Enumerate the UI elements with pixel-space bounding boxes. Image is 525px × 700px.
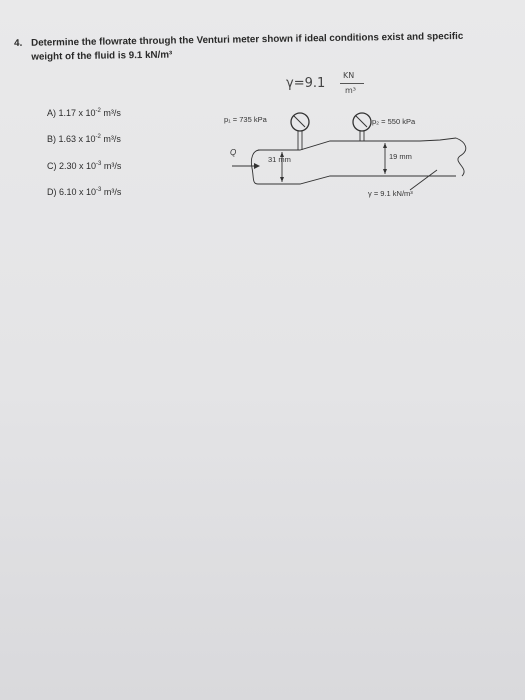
flow-label: Q [230, 148, 237, 157]
question-line-1: Determine the flowrate through the Venturi meter shown if ideal conditions exist and specific [31, 30, 464, 49]
option-c: C) 2.30 x $10^{-3}$ m³/s [47, 161, 122, 171]
handwritten-gamma-note: γ=9.1 [286, 76, 326, 91]
handwritten-unit-denominator: m³ [345, 86, 356, 95]
question-number: 4. [14, 37, 23, 49]
option-d: D) 6.10 x $10^{-3}$ m³/s [47, 187, 122, 197]
d1-label: 31 mm [268, 155, 291, 164]
option-a: A) 1.17 x $10^{-2}$ m³/s [47, 108, 121, 118]
handwritten-unit-numerator: KN [343, 71, 355, 80]
p1-label: p₁ = 735 kPa [224, 115, 267, 124]
question-line-2: weight of the fluid is 9.1 kN/m³ [31, 49, 173, 63]
d2-label: 19 mm [389, 152, 412, 161]
pipe-break [456, 138, 466, 176]
p2-label: p₂ = 550 kPa [372, 117, 416, 126]
gamma-label: γ = 9.1 kN/m³ [368, 189, 413, 198]
option-b: B) 1.63 x $10^{-2}$ m³/s [47, 134, 121, 144]
pipe-bottom-wall [258, 176, 456, 184]
pipe-top-wall [258, 138, 456, 150]
